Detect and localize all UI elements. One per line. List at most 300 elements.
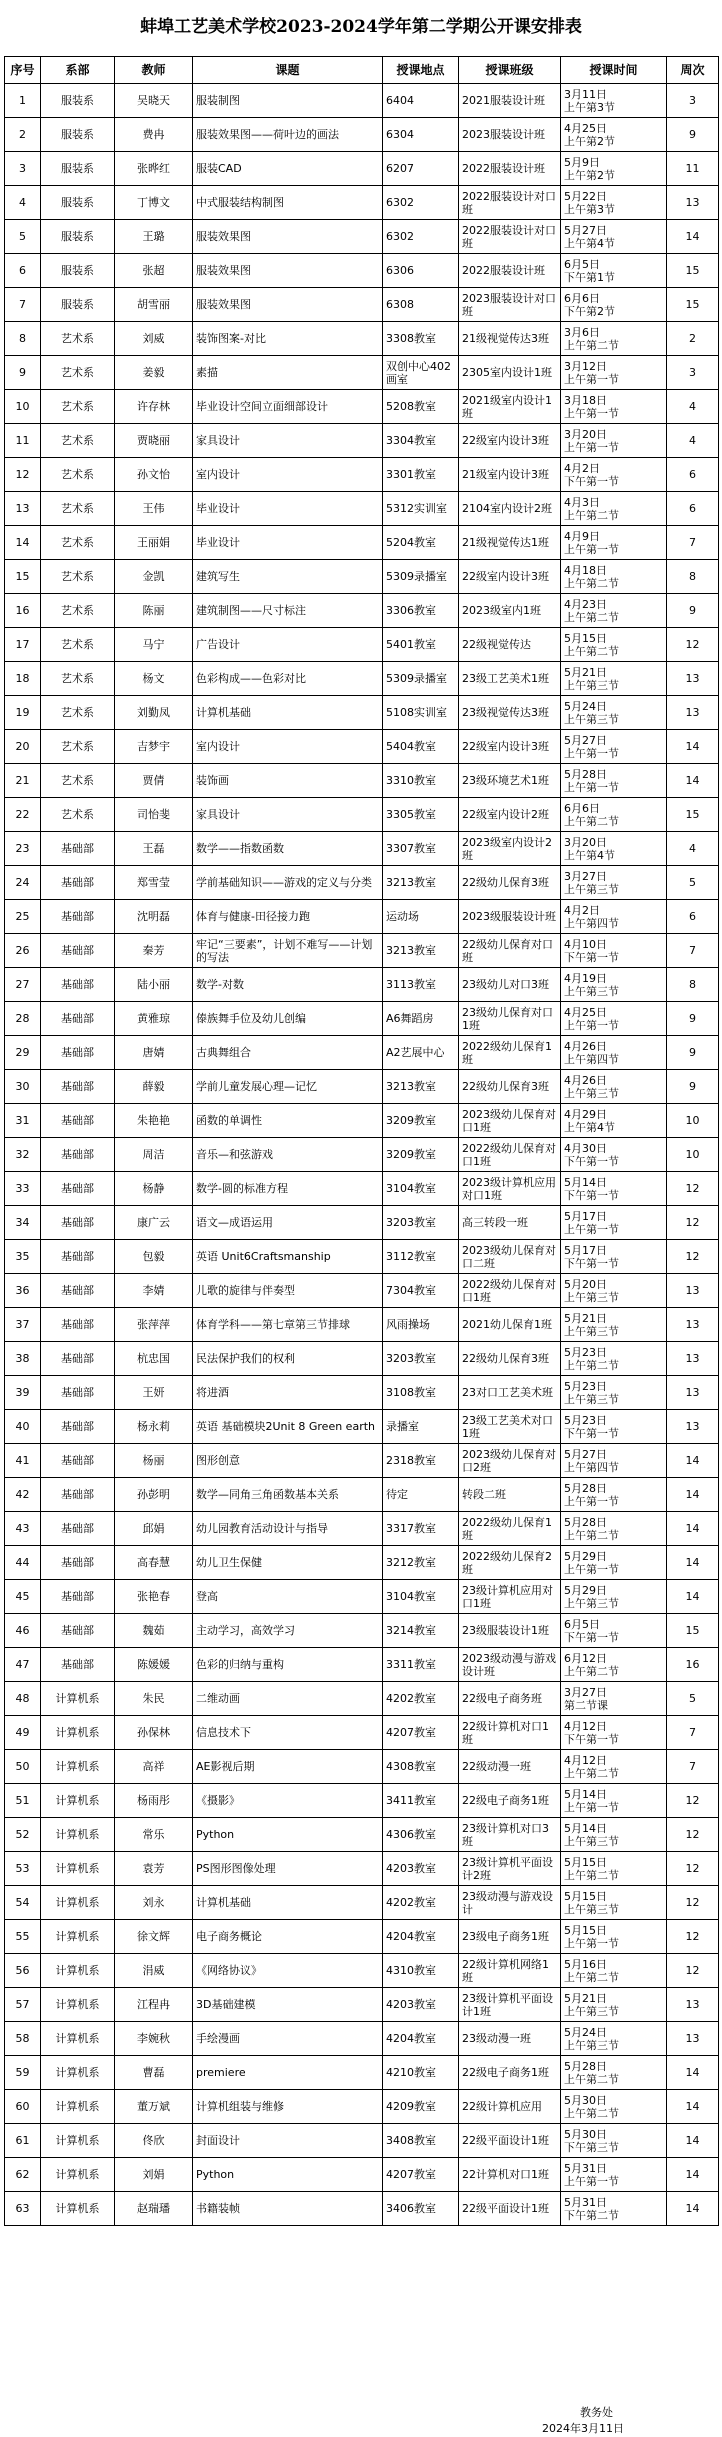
cell-class: 2023级幼儿保育对口1班 [459, 1104, 561, 1138]
table-row [5, 968, 719, 1002]
cell-week: 9 [667, 1002, 719, 1036]
cell-time: 3月6日 上午第二节 [561, 322, 667, 356]
cell-class: 2021级室内设计1班 [459, 390, 561, 424]
cell-teacher: 徐文辉 [115, 1920, 193, 1954]
cell-dept: 基础部 [41, 1376, 115, 1410]
cell-week: 7 [667, 934, 719, 968]
cell-teacher: 佟欣 [115, 2124, 193, 2158]
cell-class: 2023级动漫与游戏设计班 [459, 1648, 561, 1682]
cell-dept: 服装系 [41, 220, 115, 254]
cell-course: 体育学科——第七章第三节排球 [193, 1308, 383, 1342]
table-row [5, 84, 719, 118]
cell-class: 23级工艺美术1班 [459, 662, 561, 696]
cell-dept: 服装系 [41, 152, 115, 186]
cell-teacher: 刘勤凤 [115, 696, 193, 730]
cell-no: 22 [5, 798, 41, 832]
cell-time: 5月30日 上午第二节 [561, 2090, 667, 2124]
cell-teacher: 费冉 [115, 118, 193, 152]
cell-time: 5月27日 上午第一节 [561, 730, 667, 764]
cell-teacher: 丁博文 [115, 186, 193, 220]
table-row [5, 1410, 719, 1444]
cell-week: 13 [667, 662, 719, 696]
cell-dept: 计算机系 [41, 1750, 115, 1784]
cell-no: 51 [5, 1784, 41, 1818]
cell-teacher: 杨丽 [115, 1444, 193, 1478]
cell-no: 16 [5, 594, 41, 628]
cell-no: 53 [5, 1852, 41, 1886]
cell-dept: 基础部 [41, 1036, 115, 1070]
cell-dept: 服装系 [41, 288, 115, 322]
cell-time: 3月20日 上午第一节 [561, 424, 667, 458]
cell-week: 15 [667, 254, 719, 288]
cell-location: 3408教室 [383, 2124, 459, 2158]
cell-teacher: 刘永 [115, 1886, 193, 1920]
cell-week: 7 [667, 1716, 719, 1750]
cell-class: 22级室内设计2班 [459, 798, 561, 832]
cell-location: 3411教室 [383, 1784, 459, 1818]
cell-class: 2023服装设计班 [459, 118, 561, 152]
cell-no: 18 [5, 662, 41, 696]
cell-no: 37 [5, 1308, 41, 1342]
cell-week: 7 [667, 526, 719, 560]
cell-course: 数学——指数函数 [193, 832, 383, 866]
cell-location: 3203教室 [383, 1206, 459, 1240]
cell-location: 6302 [383, 220, 459, 254]
header-cell-time: 授课时间 [561, 57, 667, 84]
cell-dept: 基础部 [41, 866, 115, 900]
cell-time: 5月21日 上午第三节 [561, 662, 667, 696]
cell-no: 45 [5, 1580, 41, 1614]
table-row [5, 356, 719, 390]
cell-class: 2104室内设计2班 [459, 492, 561, 526]
cell-week: 4 [667, 832, 719, 866]
cell-course: 儿歌的旋律与伴奏型 [193, 1274, 383, 1308]
cell-time: 5月31日 上午第一节 [561, 2158, 667, 2192]
cell-time: 4月26日 上午第三节 [561, 1070, 667, 1104]
cell-class: 22级计算机对口1班 [459, 1716, 561, 1750]
table-row [5, 560, 719, 594]
cell-no: 17 [5, 628, 41, 662]
cell-course: 色彩的归纳与重构 [193, 1648, 383, 1682]
cell-dept: 计算机系 [41, 1682, 115, 1716]
cell-location: 3310教室 [383, 764, 459, 798]
cell-location: 3305教室 [383, 798, 459, 832]
cell-dept: 计算机系 [41, 1988, 115, 2022]
cell-class: 22级幼儿保育3班 [459, 1070, 561, 1104]
cell-time: 5月31日 下午第二节 [561, 2192, 667, 2226]
cell-week: 13 [667, 2022, 719, 2056]
cell-class: 2021服装设计班 [459, 84, 561, 118]
header-cell-location: 授课地点 [383, 57, 459, 84]
cell-dept: 计算机系 [41, 1886, 115, 1920]
cell-course: 服装效果图 [193, 288, 383, 322]
cell-course: 建筑制图——尺寸标注 [193, 594, 383, 628]
cell-time: 5月15日 上午第二节 [561, 628, 667, 662]
cell-week: 14 [667, 2090, 719, 2124]
cell-no: 43 [5, 1512, 41, 1546]
cell-teacher: 常乐 [115, 1818, 193, 1852]
cell-class: 22计算机对口1班 [459, 2158, 561, 2192]
cell-location: 6306 [383, 254, 459, 288]
cell-teacher: 郑雪莹 [115, 866, 193, 900]
cell-teacher: 吉梦宇 [115, 730, 193, 764]
cell-class: 22级室内设计3班 [459, 424, 561, 458]
cell-course: 建筑写生 [193, 560, 383, 594]
cell-week: 6 [667, 900, 719, 934]
cell-teacher: 王璐 [115, 220, 193, 254]
cell-week: 12 [667, 1784, 719, 1818]
cell-dept: 计算机系 [41, 2056, 115, 2090]
cell-class: 2022级幼儿保育1班 [459, 1512, 561, 1546]
cell-dept: 计算机系 [41, 1920, 115, 1954]
cell-dept: 基础部 [41, 1512, 115, 1546]
cell-location: 5309录播室 [383, 662, 459, 696]
cell-week: 14 [667, 220, 719, 254]
cell-class: 23级计算机平面设计1班 [459, 1988, 561, 2022]
cell-location: 3406教室 [383, 2192, 459, 2226]
table-row [5, 118, 719, 152]
cell-class: 22级电子商务1班 [459, 1784, 561, 1818]
cell-course: 计算机基础 [193, 696, 383, 730]
cell-dept: 基础部 [41, 934, 115, 968]
table-row [5, 390, 719, 424]
cell-dept: 基础部 [41, 1274, 115, 1308]
table-row [5, 764, 719, 798]
cell-time: 5月23日 下午第一节 [561, 1410, 667, 1444]
cell-dept: 服装系 [41, 84, 115, 118]
cell-time: 5月23日 上午第三节 [561, 1376, 667, 1410]
cell-no: 20 [5, 730, 41, 764]
cell-course: 数学-对数 [193, 968, 383, 1002]
cell-teacher: 张萍萍 [115, 1308, 193, 1342]
cell-teacher: 杨静 [115, 1172, 193, 1206]
cell-dept: 基础部 [41, 1308, 115, 1342]
cell-dept: 基础部 [41, 1172, 115, 1206]
cell-course: 广告设计 [193, 628, 383, 662]
table-row [5, 696, 719, 730]
cell-time: 5月29日 上午第一节 [561, 1546, 667, 1580]
cell-no: 42 [5, 1478, 41, 1512]
cell-week: 13 [667, 1308, 719, 1342]
table-row [5, 2090, 719, 2124]
table-row [5, 186, 719, 220]
table-row [5, 1206, 719, 1240]
cell-no: 30 [5, 1070, 41, 1104]
cell-teacher: 杭忠国 [115, 1342, 193, 1376]
cell-dept: 服装系 [41, 118, 115, 152]
cell-time: 4月2日 下午第一节 [561, 458, 667, 492]
cell-dept: 计算机系 [41, 2192, 115, 2226]
cell-no: 38 [5, 1342, 41, 1376]
cell-week: 3 [667, 356, 719, 390]
cell-time: 5月23日 上午第二节 [561, 1342, 667, 1376]
cell-class: 23级服装设计1班 [459, 1614, 561, 1648]
cell-course: 学前儿童发展心理—记忆 [193, 1070, 383, 1104]
table-row [5, 526, 719, 560]
header-cell-no: 序号 [5, 57, 41, 84]
cell-class: 22级计算机网络1班 [459, 1954, 561, 1988]
cell-dept: 计算机系 [41, 1784, 115, 1818]
cell-course: 中式服装结构制图 [193, 186, 383, 220]
cell-class: 23级环境艺术1班 [459, 764, 561, 798]
cell-class: 2022级幼儿保育对口1班 [459, 1138, 561, 1172]
cell-class: 23级工艺美术对口1班 [459, 1410, 561, 1444]
cell-no: 11 [5, 424, 41, 458]
cell-week: 9 [667, 1070, 719, 1104]
cell-course: 幼儿卫生保健 [193, 1546, 383, 1580]
cell-dept: 基础部 [41, 1546, 115, 1580]
cell-teacher: 袁芳 [115, 1852, 193, 1886]
table-row [5, 1478, 719, 1512]
cell-class: 22级室内设计3班 [459, 560, 561, 594]
cell-no: 8 [5, 322, 41, 356]
cell-time: 5月24日 上午第三节 [561, 2022, 667, 2056]
table-row [5, 1104, 719, 1138]
table-row [5, 1648, 719, 1682]
cell-class: 2022服装设计班 [459, 152, 561, 186]
cell-dept: 基础部 [41, 1580, 115, 1614]
cell-class: 2023级幼儿保育对口二班 [459, 1240, 561, 1274]
cell-teacher: 朱艳艳 [115, 1104, 193, 1138]
footer-office: 教务处 [580, 2406, 613, 2419]
cell-location: A6舞蹈房 [383, 1002, 459, 1036]
cell-week: 12 [667, 1954, 719, 1988]
cell-time: 4月26日 上午第四节 [561, 1036, 667, 1070]
cell-dept: 基础部 [41, 1002, 115, 1036]
cell-time: 4月29日 上午第4节 [561, 1104, 667, 1138]
cell-dept: 基础部 [41, 1240, 115, 1274]
cell-time: 4月25日 上午第一节 [561, 1002, 667, 1036]
cell-class: 22级幼儿保育3班 [459, 1342, 561, 1376]
cell-location: 3214教室 [383, 1614, 459, 1648]
cell-teacher: 贾晓丽 [115, 424, 193, 458]
cell-teacher: 高祥 [115, 1750, 193, 1784]
cell-teacher: 黄雅琼 [115, 1002, 193, 1036]
cell-dept: 基础部 [41, 832, 115, 866]
table-row [5, 1444, 719, 1478]
cell-no: 24 [5, 866, 41, 900]
footer-date: 2024年3月11日 [542, 2422, 624, 2435]
cell-location: A2艺展中心 [383, 1036, 459, 1070]
cell-course: 电子商务概论 [193, 1920, 383, 1954]
cell-location: 3209教室 [383, 1104, 459, 1138]
cell-week: 7 [667, 1750, 719, 1784]
cell-class: 21级视觉传达3班 [459, 322, 561, 356]
table-row [5, 934, 719, 968]
cell-course: 数学-圆的标准方程 [193, 1172, 383, 1206]
table-row [5, 1512, 719, 1546]
cell-location: 4207教室 [383, 1716, 459, 1750]
cell-week: 13 [667, 186, 719, 220]
table-row [5, 1172, 719, 1206]
cell-course: 室内设计 [193, 730, 383, 764]
cell-class: 23级动漫与游戏设计 [459, 1886, 561, 1920]
cell-course: 计算机组装与维修 [193, 2090, 383, 2124]
cell-teacher: 赵瑞璠 [115, 2192, 193, 2226]
cell-dept: 服装系 [41, 186, 115, 220]
cell-course: 毕业设计 [193, 492, 383, 526]
cell-teacher: 涓威 [115, 1954, 193, 1988]
cell-time: 5月27日 上午第4节 [561, 220, 667, 254]
table-body [5, 84, 719, 2226]
cell-week: 11 [667, 152, 719, 186]
cell-dept: 艺术系 [41, 798, 115, 832]
cell-course: 英语 基础模块2Unit 8 Green earth [193, 1410, 383, 1444]
cell-dept: 基础部 [41, 1342, 115, 1376]
cell-class: 23级动漫一班 [459, 2022, 561, 2056]
cell-course: 服装制图 [193, 84, 383, 118]
cell-time: 5月20日 上午第三节 [561, 1274, 667, 1308]
cell-teacher: 许存林 [115, 390, 193, 424]
cell-week: 6 [667, 492, 719, 526]
cell-location: 5208教室 [383, 390, 459, 424]
cell-teacher: 张晔红 [115, 152, 193, 186]
cell-time: 5月14日 下午第一节 [561, 1172, 667, 1206]
cell-no: 59 [5, 2056, 41, 2090]
cell-teacher: 王伟 [115, 492, 193, 526]
cell-class: 2023级室内1班 [459, 594, 561, 628]
cell-no: 27 [5, 968, 41, 1002]
cell-week: 14 [667, 1580, 719, 1614]
table-row [5, 254, 719, 288]
cell-week: 14 [667, 2158, 719, 2192]
cell-dept: 计算机系 [41, 1954, 115, 1988]
cell-no: 1 [5, 84, 41, 118]
cell-course: 毕业设计 [193, 526, 383, 560]
cell-time: 3月27日 第二节课 [561, 1682, 667, 1716]
cell-location: 4204教室 [383, 2022, 459, 2056]
cell-dept: 艺术系 [41, 730, 115, 764]
cell-dept: 艺术系 [41, 322, 115, 356]
table-row [5, 492, 719, 526]
cell-no: 10 [5, 390, 41, 424]
cell-week: 16 [667, 1648, 719, 1682]
cell-no: 61 [5, 2124, 41, 2158]
cell-course: 语文—成语运用 [193, 1206, 383, 1240]
cell-teacher: 杨永莉 [115, 1410, 193, 1444]
cell-teacher: 贾倩 [115, 764, 193, 798]
table-row [5, 1852, 719, 1886]
cell-week: 13 [667, 1410, 719, 1444]
cell-teacher: 孙文怡 [115, 458, 193, 492]
cell-teacher: 吴晓天 [115, 84, 193, 118]
table-row [5, 2056, 719, 2090]
cell-class: 22级平面设计1班 [459, 2192, 561, 2226]
cell-course: 数学—同角三角函数基本关系 [193, 1478, 383, 1512]
cell-no: 48 [5, 1682, 41, 1716]
table-row [5, 1716, 719, 1750]
cell-time: 5月14日 上午第三节 [561, 1818, 667, 1852]
cell-teacher: 陆小丽 [115, 968, 193, 1002]
cell-dept: 艺术系 [41, 696, 115, 730]
cell-dept: 计算机系 [41, 1852, 115, 1886]
cell-no: 25 [5, 900, 41, 934]
cell-course: 服装效果图 [193, 220, 383, 254]
cell-teacher: 魏茹 [115, 1614, 193, 1648]
cell-week: 6 [667, 458, 719, 492]
cell-teacher: 陈丽 [115, 594, 193, 628]
table-row [5, 2158, 719, 2192]
cell-week: 9 [667, 1036, 719, 1070]
cell-teacher: 唐婧 [115, 1036, 193, 1070]
cell-week: 12 [667, 1920, 719, 1954]
table-row [5, 1988, 719, 2022]
cell-week: 13 [667, 1274, 719, 1308]
cell-week: 3 [667, 84, 719, 118]
cell-time: 5月30日 下午第三节 [561, 2124, 667, 2158]
cell-course: 封面设计 [193, 2124, 383, 2158]
cell-class: 23级电子商务1班 [459, 1920, 561, 1954]
table-row [5, 1376, 719, 1410]
cell-time: 5月28日 上午第一节 [561, 764, 667, 798]
cell-dept: 计算机系 [41, 1716, 115, 1750]
cell-time: 5月27日 上午第四节 [561, 1444, 667, 1478]
cell-location: 5401教室 [383, 628, 459, 662]
header-cell-class: 授课班级 [459, 57, 561, 84]
cell-dept: 基础部 [41, 1104, 115, 1138]
cell-no: 40 [5, 1410, 41, 1444]
cell-week: 5 [667, 866, 719, 900]
cell-class: 22级电子商务班 [459, 1682, 561, 1716]
header-cell-week: 周次 [667, 57, 719, 84]
cell-location: 双创中心402画室 [383, 356, 459, 390]
cell-no: 47 [5, 1648, 41, 1682]
cell-class: 23级计算机对口3班 [459, 1818, 561, 1852]
cell-no: 62 [5, 2158, 41, 2192]
cell-dept: 艺术系 [41, 356, 115, 390]
cell-class: 2023级幼儿保育对口2班 [459, 1444, 561, 1478]
cell-no: 19 [5, 696, 41, 730]
table-row [5, 220, 719, 254]
cell-teacher: 孙保林 [115, 1716, 193, 1750]
cell-time: 5月21日 上午第三节 [561, 1308, 667, 1342]
cell-no: 56 [5, 1954, 41, 1988]
cell-location: 风雨操场 [383, 1308, 459, 1342]
cell-no: 23 [5, 832, 41, 866]
cell-no: 55 [5, 1920, 41, 1954]
cell-dept: 基础部 [41, 1478, 115, 1512]
cell-no: 39 [5, 1376, 41, 1410]
cell-dept: 基础部 [41, 1410, 115, 1444]
cell-course: 家具设计 [193, 798, 383, 832]
cell-time: 5月15日 上午第一节 [561, 1920, 667, 1954]
table-row [5, 2124, 719, 2158]
table-row [5, 798, 719, 832]
cell-class: 2022服装设计对口班 [459, 220, 561, 254]
table-row [5, 322, 719, 356]
cell-dept: 艺术系 [41, 526, 115, 560]
cell-class: 22级计算机应用 [459, 2090, 561, 2124]
cell-class: 转段二班 [459, 1478, 561, 1512]
cell-course: 图形创意 [193, 1444, 383, 1478]
cell-teacher: 包毅 [115, 1240, 193, 1274]
cell-class: 23级幼儿保育对口1班 [459, 1002, 561, 1036]
cell-time: 4月12日 下午第一节 [561, 1716, 667, 1750]
document-title: 蚌埠工艺美术学校2023-2024学年第二学期公开课安排表 [140, 16, 582, 37]
table-row [5, 1002, 719, 1036]
cell-week: 14 [667, 1444, 719, 1478]
cell-location: 6304 [383, 118, 459, 152]
cell-week: 10 [667, 1138, 719, 1172]
cell-week: 12 [667, 1818, 719, 1852]
cell-dept: 艺术系 [41, 764, 115, 798]
cell-time: 4月9日 上午第一节 [561, 526, 667, 560]
cell-week: 15 [667, 1614, 719, 1648]
cell-no: 12 [5, 458, 41, 492]
cell-location: 6207 [383, 152, 459, 186]
cell-week: 9 [667, 118, 719, 152]
cell-no: 46 [5, 1614, 41, 1648]
